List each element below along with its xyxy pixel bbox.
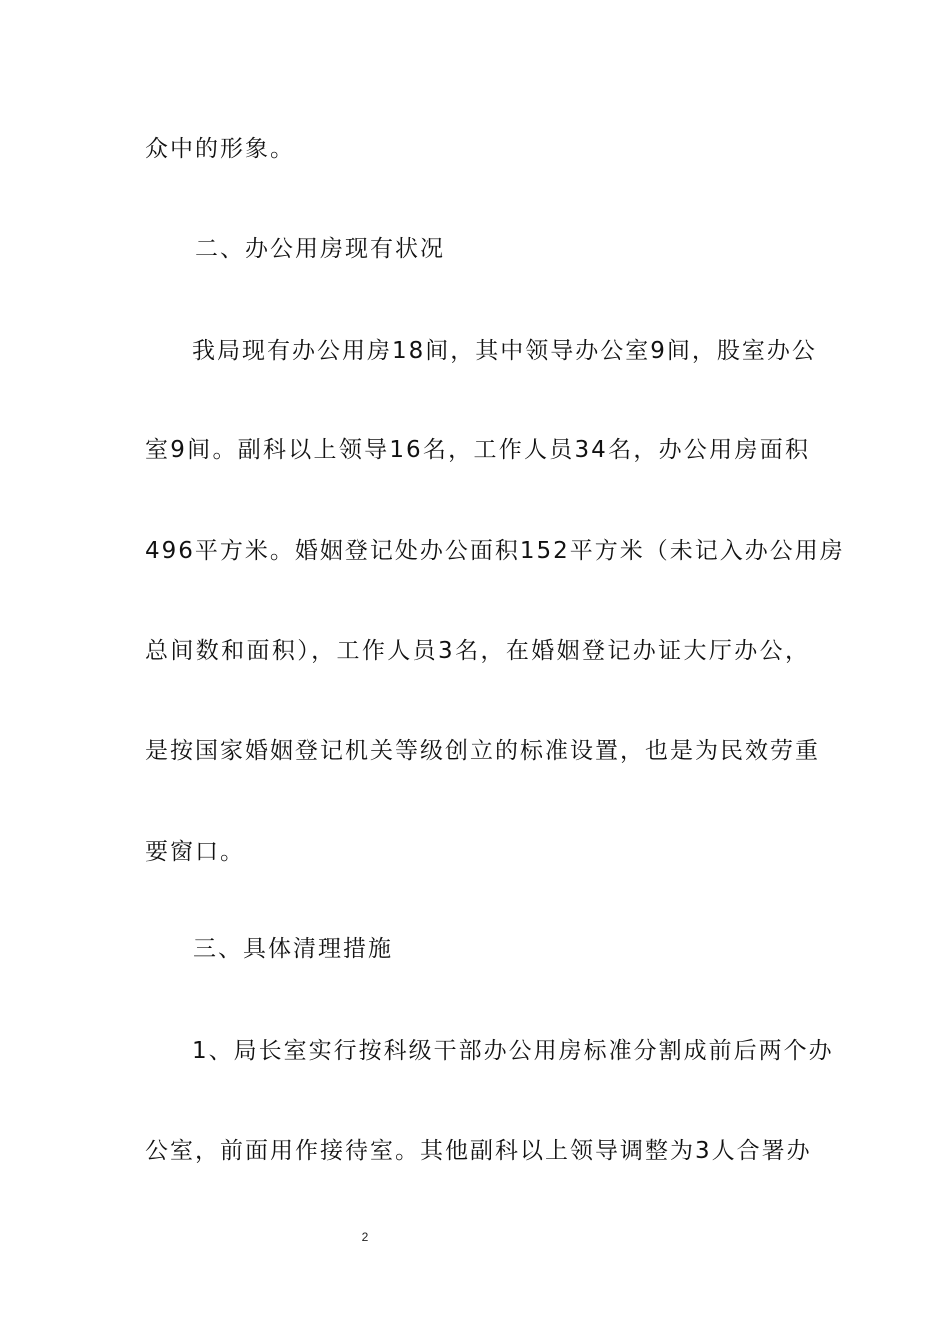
page-number: 2 (361, 1230, 369, 1244)
section-heading-cleanup-measures: 三、具体清理措施 (193, 936, 393, 962)
paragraph-line-4: 总间数和面积），工作人员3名，在婚姻登记办证大厅办公， (145, 638, 810, 664)
section-heading-office-status: 二、办公用房现有状况 (195, 236, 445, 262)
paragraph-line-5: 是按国家婚姻登记机关等级创立的标准设置，也是为民效劳重 (145, 738, 820, 764)
paragraph-line-2: 室9间。副科以上领导16名，工作人员34名，办公用房面积 (145, 437, 810, 463)
paragraph-line-1: 我局现有办公用房18间，其中领导办公室9间，股室办公 (192, 338, 817, 364)
measure-line-2: 公室，前面用作接待室。其他副科以上领导调整为3人合署办 (145, 1138, 812, 1164)
paragraph-line-6: 要窗口。 (145, 839, 245, 865)
measure-line-1: 1、局长室实行按科级干部办公用房标准分割成前后两个办 (192, 1038, 834, 1064)
paragraph-line-3: 496平方米。婚姻登记处办公面积152平方米（未记入办公用房 (145, 538, 845, 564)
text-line-continuation: 众中的形象。 (145, 136, 295, 162)
